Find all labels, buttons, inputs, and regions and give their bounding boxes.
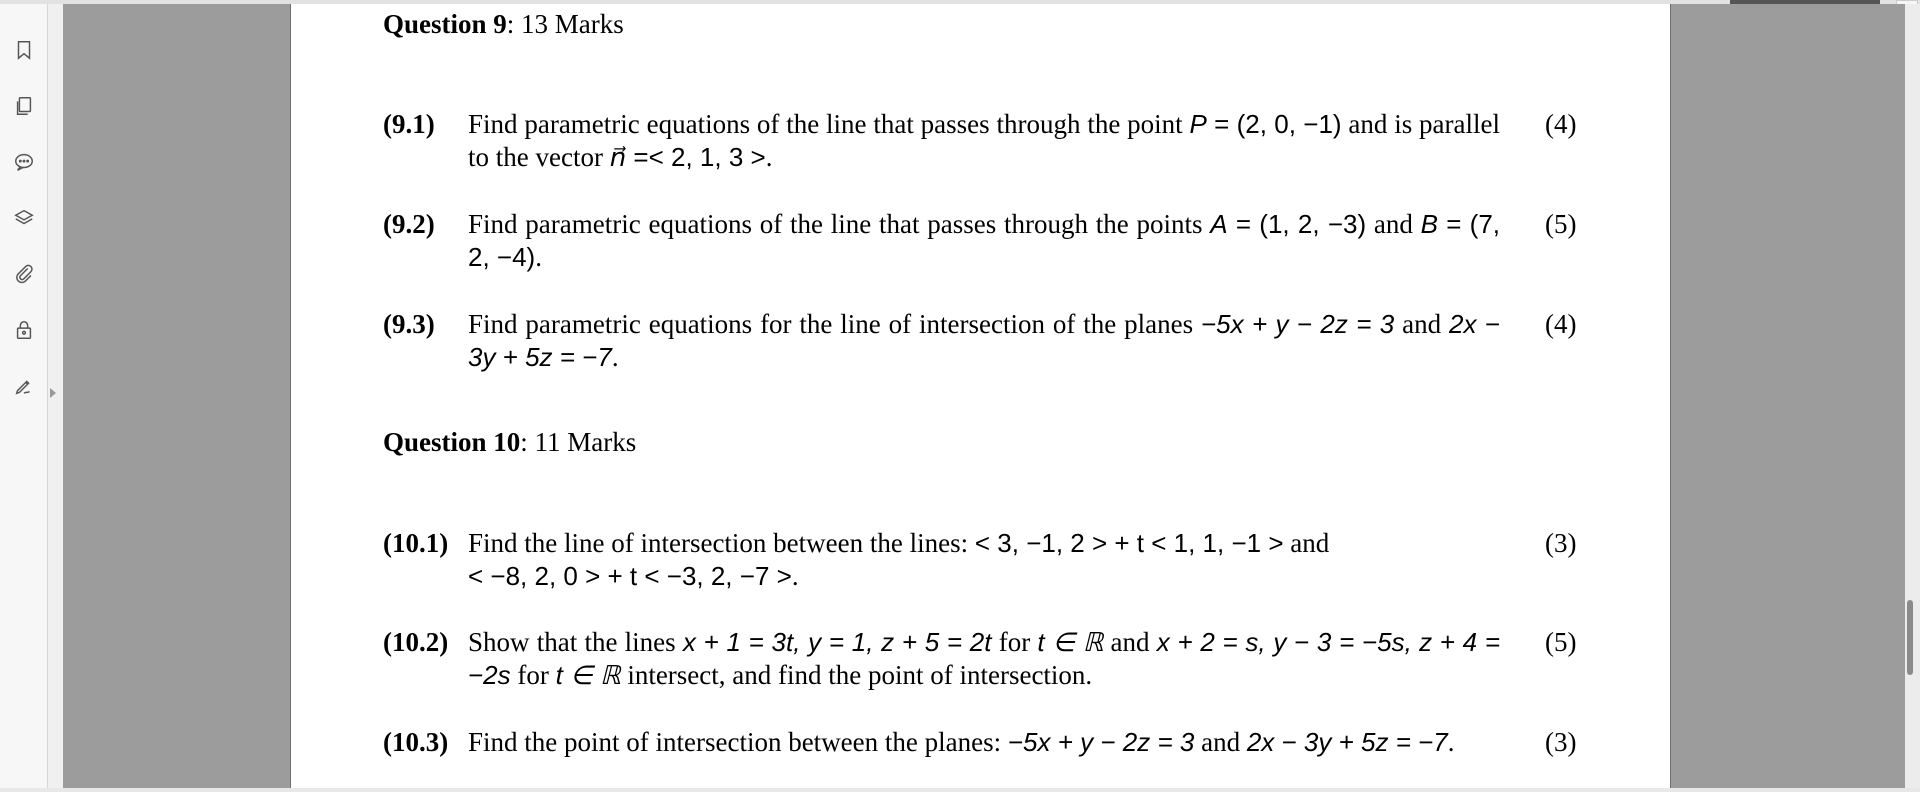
lock-icon[interactable] xyxy=(10,316,38,344)
item-marks: (5) xyxy=(1545,627,1577,657)
item-marks: (4) xyxy=(1545,309,1577,339)
item-marks: (3) xyxy=(1545,528,1577,558)
question-10-heading: Question 10: 11 Marks xyxy=(383,427,637,457)
expand-panel-arrow-icon[interactable] xyxy=(50,388,56,398)
item-text: Find parametric equations for the line of intersection of the planes −5x + y − 2z = 3 and 2x − 3y + 5z = −7. xyxy=(468,309,1500,372)
bottom-strip xyxy=(0,788,1920,792)
pages-icon[interactable] xyxy=(10,92,38,120)
left-toolbar xyxy=(0,4,48,792)
item-text: Find parametric equations of the line that passes through the point P = (2, 0, −1) and is parallel to the vector n⃗ =< 2, 1, 3 >. xyxy=(468,109,1500,172)
item-number: (10.2) xyxy=(383,627,449,657)
attachment-icon[interactable] xyxy=(10,260,38,288)
item-marks: (5) xyxy=(1545,209,1577,239)
item-number: (9.3) xyxy=(383,309,435,339)
page-background-right xyxy=(1671,4,1905,788)
item-number: (9.1) xyxy=(383,109,435,139)
item-marks: (3) xyxy=(1545,727,1577,757)
item-text: Show that the lines x + 1 = 3t, y = 1, z + 5 = 2t for t ∈ ℝ and x + 2 = s, y − 3 = −5s, z + 4 = −2s for t ∈ ℝ intersect, and find the point of intersection. xyxy=(468,627,1501,690)
layers-icon[interactable] xyxy=(10,204,38,232)
item-number: (10.1) xyxy=(383,528,449,558)
scrollbar-thumb[interactable] xyxy=(1907,600,1913,675)
item-number: (9.2) xyxy=(383,209,435,239)
item-text: Find the line of intersection between the lines: < 3, −1, 2 > + t < 1, 1, −1 > and < −8, 2, 0 > + t < −3, 2, −7 >. xyxy=(468,528,1330,591)
item-text: Find the point of intersection between the planes: −5x + y − 2z = 3 and 2x − 3y + 5z = −7. xyxy=(468,727,1455,757)
comment-icon[interactable] xyxy=(10,148,38,176)
item-text: Find parametric equations of the line that passes through the points A = (1, 2, −3) and B = (7, 2, −4). xyxy=(468,209,1501,272)
sign-icon[interactable] xyxy=(10,372,38,400)
item-marks: (4) xyxy=(1545,109,1577,139)
bookmark-icon[interactable] xyxy=(10,36,38,64)
item-number: (10.3) xyxy=(383,727,449,757)
question-9-heading: Question 9: 13 Marks xyxy=(383,9,624,39)
